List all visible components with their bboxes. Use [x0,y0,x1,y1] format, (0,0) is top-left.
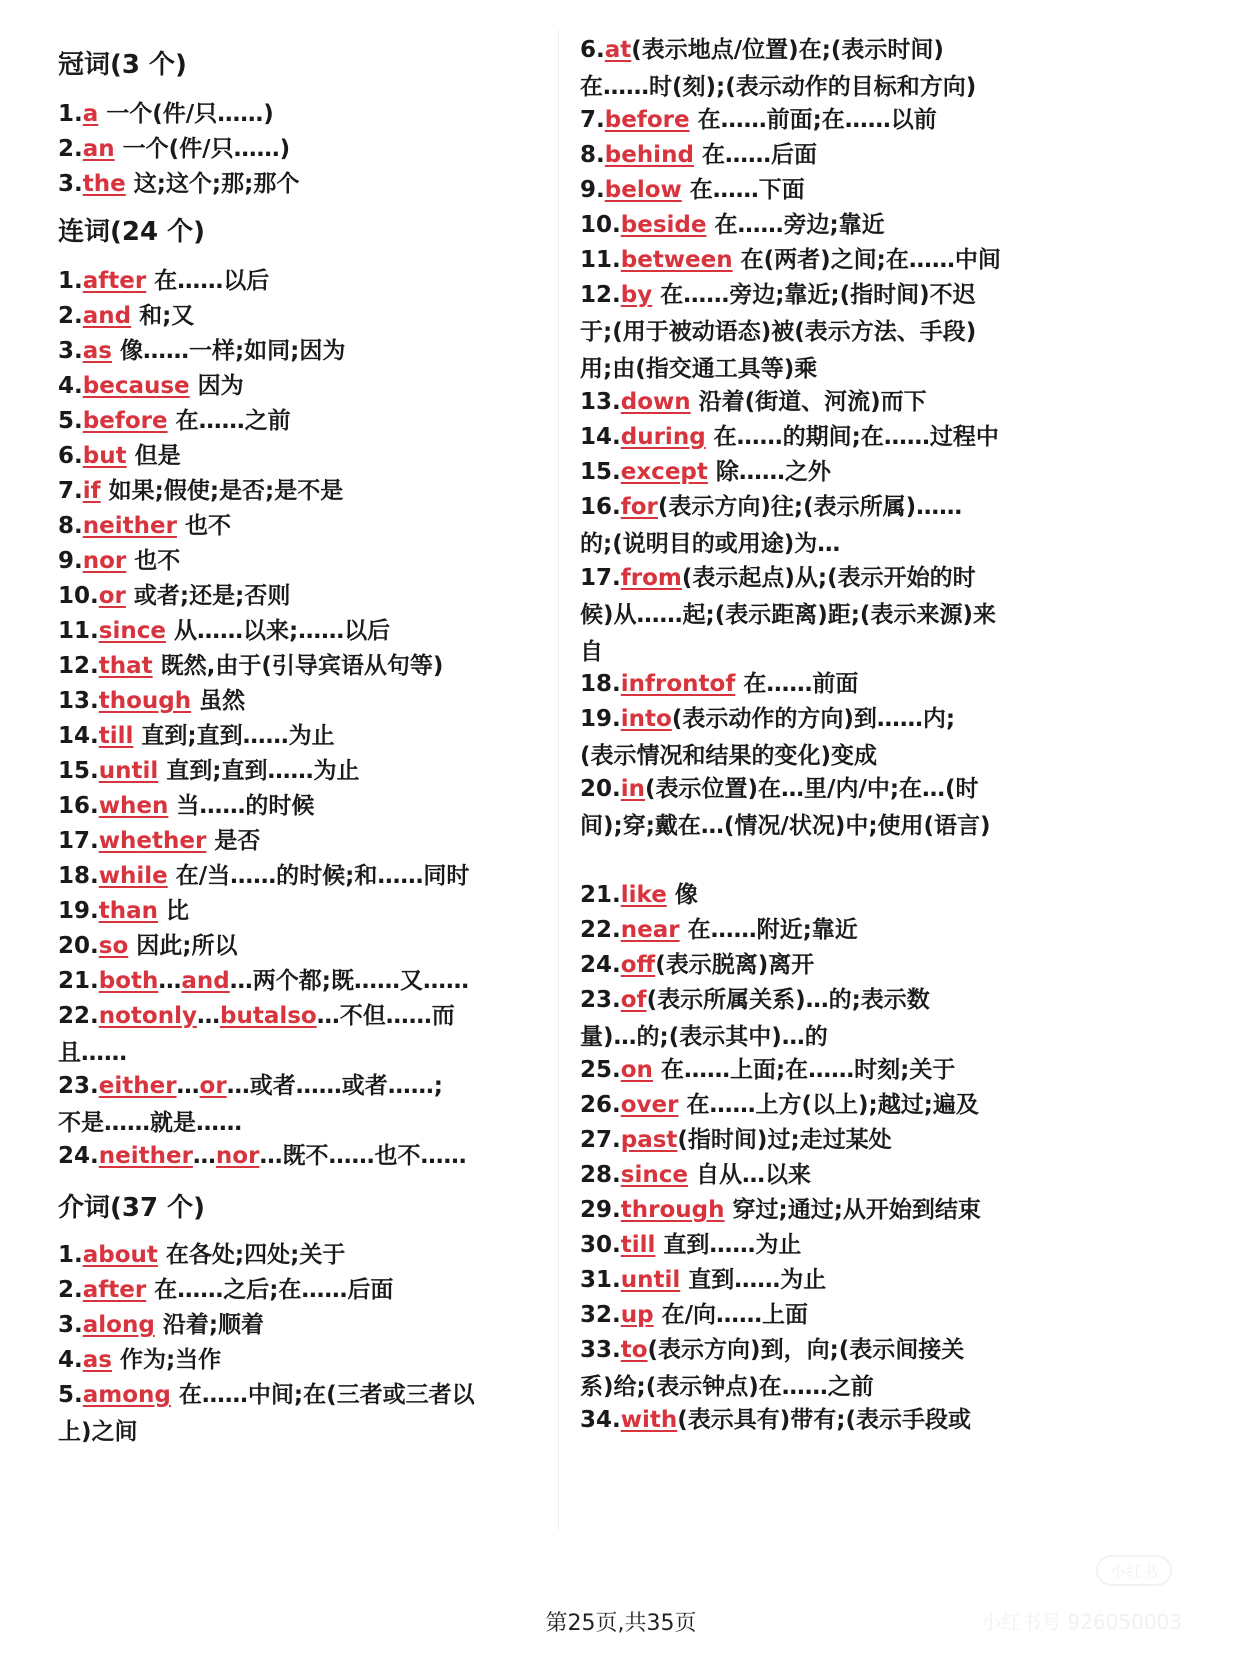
entry-conj-22: 22.notonly…butalso…不但……而且…… [58,1003,455,1066]
keyword: off [620,952,656,978]
keyword: below [604,177,682,203]
entry-prep-28: 28.since 自从…以来 [580,1162,811,1188]
keyword: till [98,723,134,749]
entry-prep-31: 31.until 直到……为止 [580,1267,827,1293]
keyword: near [620,917,680,943]
entry-prep-18: 18.infrontof 在……前面 [580,671,859,697]
entry-conj-15: 15.until 直到;直到……为止 [58,758,360,784]
keyword: in [620,776,646,802]
keyword: an [82,136,115,162]
entry-prep-17: 17.from(表示起点)从;(表示开始的时候)从……起;(表示距离)距;(表示来源)来自 [580,565,996,665]
entry-prep-12: 12.by 在……旁边;靠近;(指时间)不迟于;(用于被动语态)被(表示方法、手段)用;由(指交通工具等)乘 [580,282,977,382]
keyword: into [620,706,672,732]
keyword: until [98,758,159,784]
entry-conj-13: 13.though 虽然 [58,688,246,714]
keyword: before [604,107,690,133]
entry-conj-12: 12.that 既然,由于(引导宾语从句等) [58,653,444,679]
entry-prep-10: 10.beside 在……旁边;靠近 [580,212,885,238]
keyword: as [82,338,112,364]
entry-prep-11: 11.between 在(两者)之间;在……中间 [580,247,1001,273]
section-heading-prepositions: 介词(37 个) [58,1193,205,1223]
entry-conj-10: 10.or 或者;还是;否则 [58,583,291,609]
entry-prep-33: 33.to(表示方向)到，向;(表示间接关系)给;(表示钟点)在……之前 [580,1337,965,1400]
keyword: among [82,1382,171,1408]
keyword: and [82,303,132,329]
entry-prep-20: 20.in(表示位置)在…里/内/中;在…(时间);穿;戴在…(情况/状况)中;使用(语言) [580,776,991,839]
keyword: along [82,1312,155,1338]
keyword: and [181,968,230,994]
keyword: by [620,282,653,308]
entry-conj-19: 19.than 比 [58,898,190,924]
keyword: butalso [219,1003,317,1029]
entry-conj-14: 14.till 直到;直到……为止 [58,723,335,749]
entry-prep-27: 27.past(指时间)过;走过某处 [580,1127,892,1153]
keyword: during [620,424,706,450]
keyword: or [199,1073,227,1099]
keyword: notonly [98,1003,197,1029]
keyword: whether [98,828,207,854]
keyword: of [620,987,647,1013]
entry-prep-22: 22.near 在……附近;靠近 [580,917,858,943]
entry-prep-6: 6.at(表示地点/位置)在;(表示时间)在……时(刻);(表示动作的目标和方向) [580,37,977,100]
keyword: infrontof [620,671,736,697]
entry-prep-2: 2.after 在……之后;在……后面 [58,1277,394,1303]
keyword: except [620,459,708,485]
entry-conj-20: 20.so 因此;所以 [58,933,238,959]
keyword: while [98,863,168,889]
entry-conj-23: 23.either…or…或者……或者……;不是……就是…… [58,1073,443,1136]
entry-prep-34: 34.with(表示具有)带有;(表示手段或 [580,1407,971,1433]
keyword: since [620,1162,688,1188]
keyword: though [98,688,192,714]
keyword: so [98,933,129,959]
keyword: before [82,408,168,434]
entry-conj-8: 8.neither 也不 [58,513,231,539]
entry-prep-19: 19.into(表示动作的方向)到……内;(表示情况和结果的变化)变成 [580,706,956,769]
keyword: till [620,1232,656,1258]
entry-conj-6: 6.but 但是 [58,443,181,469]
entry-conj-2: 2.and 和;又 [58,303,195,329]
entry-article-1: 1.a 一个(件/只……) [58,101,274,127]
keyword: than [98,898,159,924]
keyword: nor [82,548,127,574]
watermark-badge: 小红书 [1096,1555,1172,1586]
keyword: at [604,37,632,63]
keyword: when [98,793,169,819]
entry-conj-5: 5.before 在……之前 [58,408,291,434]
keyword: a [82,101,99,127]
entry-prep-1: 1.about 在各处;四处;关于 [58,1242,346,1268]
keyword: until [620,1267,681,1293]
entry-conj-3: 3.as 像……一样;如同;因为 [58,338,346,364]
keyword: nor [215,1143,260,1169]
entry-prep-9: 9.below 在……下面 [580,177,805,203]
keyword: from [620,565,682,591]
entry-conj-18: 18.while 在/当……的时候;和……同时 [58,863,470,889]
entry-prep-25: 25.on 在……上面;在……时刻;关于 [580,1057,956,1083]
entry-prep-21: 21.like 像 [580,882,698,908]
entry-conj-9: 9.nor 也不 [58,548,181,574]
entry-conj-4: 4.because 因为 [58,373,244,399]
keyword: that [98,653,153,679]
entry-prep-23-of: 23.of(表示所属关系)…的;表示数量)…的;(表示其中)…的 [580,987,930,1050]
keyword: over [620,1092,679,1118]
watermark: 小红书号 926050003 [981,1610,1182,1634]
entry-prep-14: 14.during 在……的期间;在……过程中 [580,424,999,450]
entry-conj-24: 24.neither…nor…既不……也不…… [58,1143,467,1169]
entry-prep-29: 29.through 穿过;通过;从开始到结束 [580,1197,981,1223]
entry-conj-1: 1.after 在……以后 [58,268,270,294]
entry-prep-15: 15.except 除……之外 [580,459,831,485]
keyword: for [620,494,658,520]
keyword: about [82,1242,158,1268]
keyword: the [82,171,126,197]
entry-prep-8: 8.behind 在……后面 [580,142,817,168]
keyword: after [82,268,147,294]
entry-prep-26: 26.over 在……上方(以上);越过;遍及 [580,1092,979,1118]
entry-conj-11: 11.since 从……以来;……以后 [58,618,391,644]
section-heading-conjunctions: 连词(24 个) [58,217,205,247]
page-footer: 第25页,共35页 [545,1611,697,1636]
keyword: after [82,1277,147,1303]
keyword: on [620,1057,653,1083]
keyword: behind [604,142,694,168]
keyword: as [82,1347,112,1373]
entry-prep-30: 30.till 直到……为止 [580,1232,802,1258]
entry-prep-7: 7.before 在……前面;在……以前 [580,107,937,133]
entry-prep-24-off: 24.off(表示脱离)离开 [580,952,815,978]
keyword: both [98,968,159,994]
keyword: or [98,583,126,609]
column-divider [558,30,559,1530]
keyword: but [82,443,127,469]
keyword: with [620,1407,678,1433]
keyword: because [82,373,190,399]
keyword: through [620,1197,725,1223]
entry-conj-17: 17.whether 是否 [58,828,261,854]
keyword: beside [620,212,707,238]
entry-prep-5: 5.among 在……中间;在(三者或三者以上)之间 [58,1382,475,1445]
entry-article-3: 3.the 这;这个;那;那个 [58,171,300,197]
entry-conj-7: 7.if 如果;假使;是否;是不是 [58,478,344,504]
entry-prep-4: 4.as 作为;当作 [58,1347,222,1373]
keyword: like [620,882,667,908]
entry-prep-3: 3.along 沿着;顺着 [58,1312,265,1338]
keyword: up [620,1302,654,1328]
entry-prep-13: 13.down 沿着(街道、河流)而下 [580,389,927,415]
keyword: if [82,478,101,504]
keyword: down [620,389,691,415]
keyword: neither [98,1143,193,1169]
keyword: past [620,1127,678,1153]
entry-conj-21: 21.both…and…两个都;既……又…… [58,968,469,994]
section-heading-articles: 冠词(3 个) [58,50,187,80]
entry-prep-16: 16.for(表示方向)往;(表示所属)……的;(说明目的或用途)为… [580,494,963,557]
entry-conj-16: 16.when 当……的时候 [58,793,315,819]
entry-prep-32: 32.up 在/向……上面 [580,1302,809,1328]
keyword: either [98,1073,177,1099]
keyword: between [620,247,733,273]
keyword: to [620,1337,648,1363]
keyword: since [98,618,166,644]
entry-article-2: 2.an 一个(件/只……) [58,136,291,162]
keyword: neither [82,513,177,539]
